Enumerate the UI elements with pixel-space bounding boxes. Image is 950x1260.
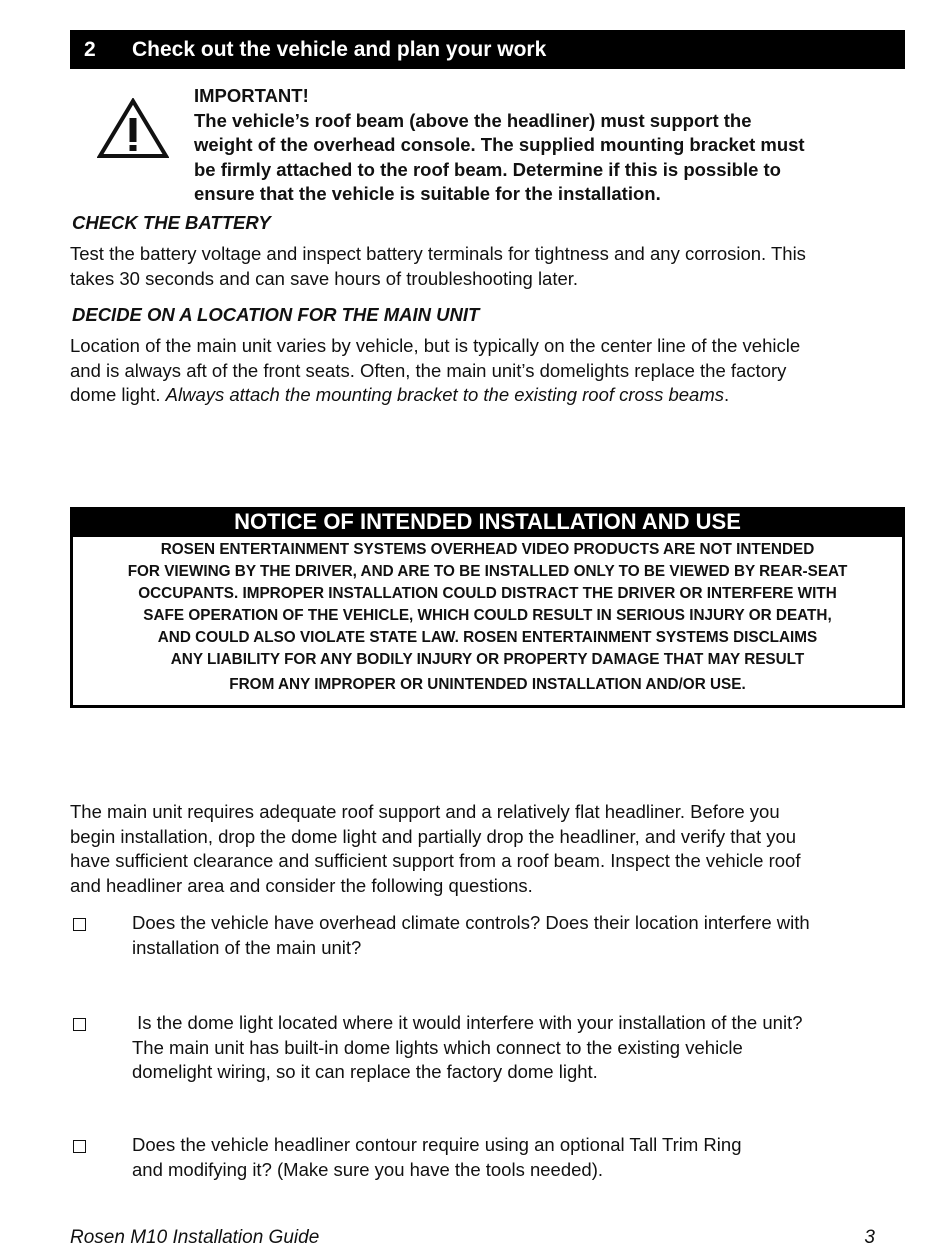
checklist-line: and modifying it? (Make sure you have the tools needed). (132, 1158, 604, 1180)
text-italic-emphasis: Always attach the mounting bracket to the existing roof cross beams (165, 384, 725, 406)
checklist-line: Does the vehicle have overhead climate controls? Does their location interfere with (132, 912, 810, 933)
checklist-item (70, 911, 900, 960)
paragraph-line: begin installation, drop the dome light and partially drop the headliner, and verify that you (70, 825, 797, 847)
notice-line: FOR VIEWING BY THE DRIVER, AND ARE TO BE INSTALLED ONLY TO BE VIEWED BY REAR-SEAT (127, 563, 848, 580)
notice-line: AND COULD ALSO VIOLATE STATE LAW. ROSEN ENTERTAINMENT SYSTEMS DISCLAIMS (157, 629, 818, 646)
notice-box (70, 507, 905, 708)
checklist-line: domelight wiring, so it can replace the factory dome light. (132, 1061, 598, 1083)
battery-heading: CHECK THE BATTERY (72, 212, 271, 233)
checklist-item (70, 1011, 900, 1085)
notice-line: OCCUPANTS. IMPROPER INSTALLATION COULD DISTRACT THE DRIVER OR INTERFERE WITH (138, 585, 837, 602)
warning-triangle-icon (97, 98, 169, 160)
checkbox-icon (73, 918, 86, 931)
warning-line: ensure that the vehicle is suitable for the installation. (194, 183, 661, 205)
footer-guide-title: Rosen M10 Installation Guide (70, 1227, 320, 1248)
location-heading: DECIDE ON A LOCATION FOR THE MAIN UNIT (72, 304, 480, 325)
notice-line: ROSEN ENTERTAINMENT SYSTEMS OVERHEAD VIDEO PRODUCTS ARE NOT INTENDED (160, 541, 815, 558)
warning-line: The vehicle’s roof beam (above the headliner) must support the (194, 109, 752, 131)
support-paragraph (70, 800, 900, 898)
checklist-item (70, 1133, 900, 1182)
text-period: . (724, 384, 730, 406)
section-number: 2 (84, 37, 96, 61)
checkbox-icon (73, 1140, 86, 1153)
notice-line: FROM ANY IMPROPER OR UNINTENDED INSTALLATION AND/OR USE. (229, 676, 746, 693)
paragraph-line (70, 383, 900, 408)
location-paragraph (70, 334, 900, 408)
important-warning (194, 84, 894, 207)
checklist-line: The main unit has built-in dome lights which connect to the existing vehicle (132, 1036, 743, 1058)
paragraph-line: Test the battery voltage and inspect battery terminals for tightness and any corrosion. This (70, 243, 806, 264)
warning-line: be firmly attached to the roof beam. Determine if this is possible to (194, 158, 781, 180)
paragraph-line: Location of the main unit varies by vehicle, but is typically on the center line of the vehicle (70, 335, 801, 356)
section-header (70, 30, 905, 69)
paragraph-line: and is always aft of the front seats. Often, the main unit’s domelights replace the factory (70, 359, 787, 381)
notice-text (73, 537, 902, 696)
paragraph-line: The main unit requires adequate roof support and a relatively flat headliner. Before you (70, 801, 780, 822)
paragraph-line: takes 30 seconds and can save hours of troubleshooting later. (70, 267, 579, 289)
checklist-line: Is the dome light located where it would interfere with your installation of the unit? (132, 1012, 803, 1033)
battery-paragraph (70, 242, 900, 291)
notice-line: ANY LIABILITY FOR ANY BODILY INJURY OR PROPERTY DAMAGE THAT MAY RESULT (170, 651, 805, 668)
checkbox-icon (73, 1018, 86, 1031)
warning-line: weight of the overhead console. The supplied mounting bracket must (194, 134, 805, 156)
checklist-line: installation of the main unit? (132, 936, 362, 958)
text-plain: dome light. (70, 384, 166, 406)
page-number: 3 (864, 1227, 875, 1248)
important-heading: IMPORTANT! (194, 85, 309, 106)
checklist-line: Does the vehicle headliner contour require using an optional Tall Trim Ring (132, 1134, 742, 1155)
notice-title: NOTICE OF INTENDED INSTALLATION AND USE (70, 507, 905, 537)
paragraph-line: and headliner area and consider the following questions. (70, 874, 533, 896)
notice-line: SAFE OPERATION OF THE VEHICLE, WHICH COULD RESULT IN SERIOUS INJURY OR DEATH, (143, 607, 832, 624)
section-title: Check out the vehicle and plan your work (132, 37, 547, 61)
paragraph-line: have sufficient clearance and sufficient support from a roof beam. Inspect the vehicle roof (70, 850, 801, 872)
